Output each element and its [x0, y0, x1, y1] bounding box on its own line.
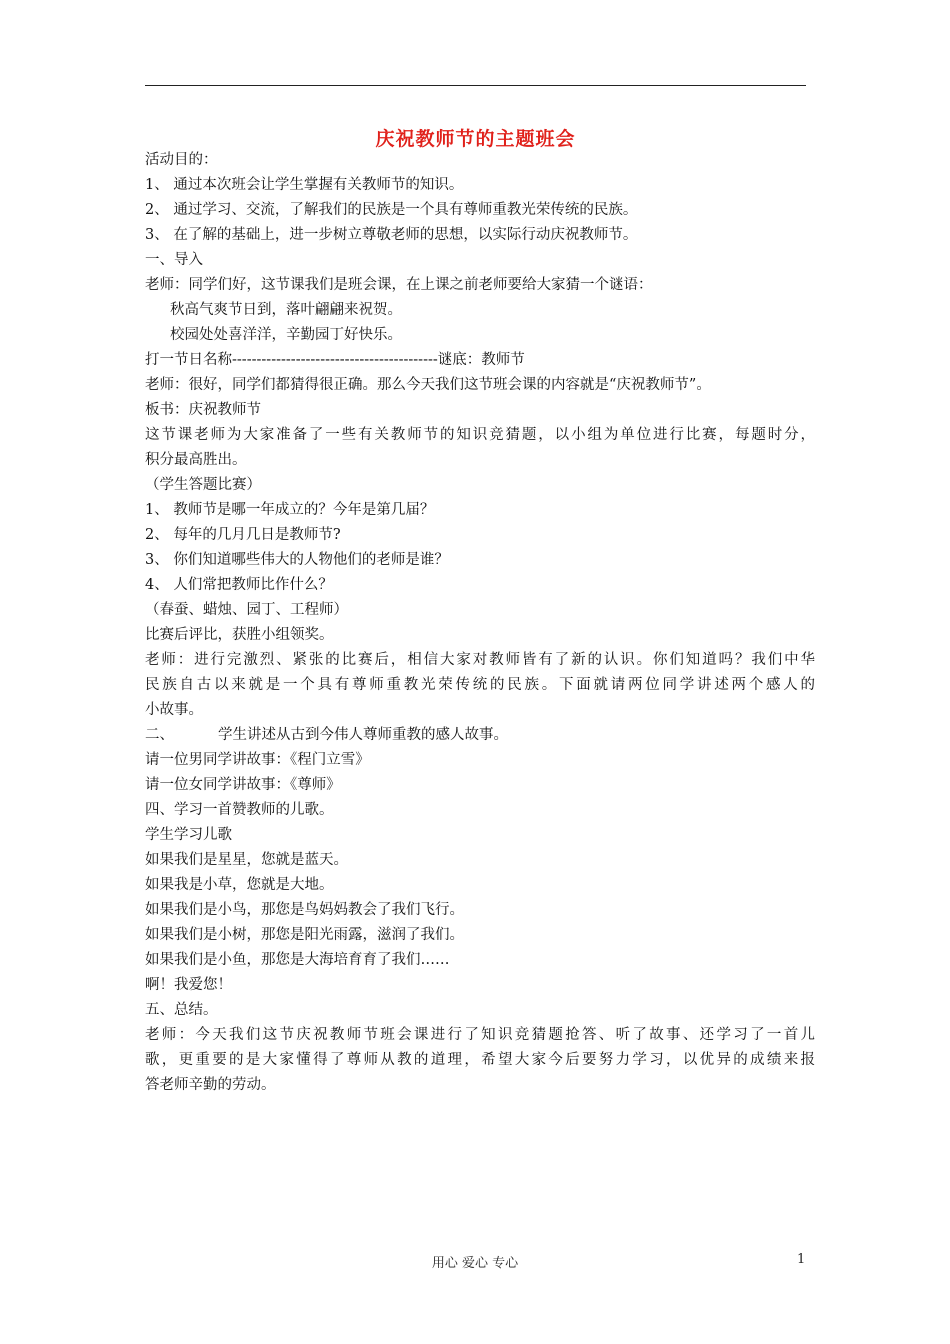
- paragraph-line: 比赛后评比，获胜小组领奖。: [145, 627, 334, 643]
- paragraph-line: 请一位男同学讲故事：《程门立雪》: [145, 752, 370, 768]
- quiz-question: 3、 你们知道哪些伟大的人物他们的老师是谁？: [145, 552, 449, 568]
- poem-line: 如果我们是小鸟，那您是鸟妈妈教会了我们飞行。: [145, 902, 464, 918]
- section-heading: [145, 723, 815, 748]
- riddle-line: 秋高气爽节日到，落叶翩翩来祝贺。: [170, 302, 402, 318]
- page-number: 1: [797, 1252, 806, 1267]
- document-body: [145, 148, 815, 1098]
- poem-line: 啊！我爱您！: [145, 977, 232, 993]
- paragraph-line: 这节课老师为大家准备了一些有关教师节的知识竞猜题，以小组为单位进行比赛，每题时分，: [145, 427, 815, 443]
- paragraph-line: 积分最高胜出。: [145, 452, 247, 468]
- paragraph-line: 民族自古以来就是一个具有尊师重教光荣传统的民族。下面就请两位同学讲述两个感人的: [145, 677, 815, 693]
- paragraph-line: （春蚕、蜡烛、园丁、工程师）: [145, 602, 348, 618]
- paragraph-line: 老师：进行完激烈、紧张的比赛后，相信大家对教师皆有了新的认识。你们知道吗？我们中华: [145, 652, 815, 668]
- poem-line: 如果我们是小树，那您是阳光雨露，滋润了我们。: [145, 927, 464, 943]
- footer-motto: 用心 爱心 专心: [431, 1256, 519, 1271]
- quiz-question: 1、 教师节是哪一年成立的？今年是第几届？: [145, 502, 435, 518]
- objective-item-3: 3、 在了解的基础上，进一步树立尊敬老师的思想，以实际行动庆祝教师节。: [145, 227, 638, 243]
- paragraph-line: 小故事。: [145, 702, 203, 718]
- document-title: 庆祝教师节的主题班会: [375, 128, 576, 150]
- section-heading: 四、学习一首赞教师的儿歌。: [145, 802, 334, 818]
- header-rule: [145, 85, 806, 86]
- section-number: 二、: [145, 727, 174, 743]
- paragraph-line: （学生答题比赛）: [145, 477, 261, 493]
- section-heading: 一、导入: [145, 252, 203, 268]
- paragraph-line: 老师：同学们好，这节课我们是班会课，在上课之前老师要给大家猜一个谜语：: [145, 277, 653, 293]
- paragraph-line: 老师：今天我们这节庆祝教师节班会课进行了知识竞猜题抢答、听了故事、还学习了一首儿: [145, 1027, 815, 1043]
- poem-line: 如果我们是星星，您就是蓝天。: [145, 852, 348, 868]
- riddle-line: 校园处处喜洋洋，辛勤园丁好快乐。: [170, 327, 402, 343]
- poem-line: 如果我们是小鱼，那您是大海培育育了我们……: [145, 952, 450, 968]
- section-heading: 五、总结。: [145, 1002, 218, 1018]
- paragraph-line: 学生学习儿歌: [145, 827, 232, 843]
- poem-line: 如果我是小草，您就是大地。: [145, 877, 334, 893]
- riddle-answer: 打一节日名称------------------------------------------谜底：教师节: [145, 352, 525, 368]
- objective-item-1: 1、 通过本次班会让学生掌握有关教师节的知识。: [145, 177, 464, 193]
- section-text: 学生讲述从古到今伟人尊师重教的感人故事。: [218, 727, 508, 743]
- quiz-question: 4、 人们常把教师比作什么？: [145, 577, 333, 593]
- objective-item-2: 2、 通过学习、交流，了解我们的民族是一个具有尊师重教光荣传统的民族。: [145, 202, 638, 218]
- paragraph-line: 板书：庆祝教师节: [145, 402, 261, 418]
- paragraph-line: 歌，更重要的是大家懂得了尊师从教的道理，希望大家今后要努力学习，以优异的成绩来报: [145, 1052, 815, 1068]
- paragraph-line: 答老师辛勤的劳动。: [145, 1077, 276, 1093]
- paragraph-line: 请一位女同学讲故事：《尊师》: [145, 777, 341, 793]
- paragraph-line: 老师：很好，同学们都猜得很正确。那么今天我们这节班会课的内容就是“庆祝教师节”。: [145, 377, 711, 393]
- quiz-question: 2、 每年的几月几日是教师节?: [145, 527, 341, 543]
- paragraph-line: 活动目的：: [145, 152, 218, 168]
